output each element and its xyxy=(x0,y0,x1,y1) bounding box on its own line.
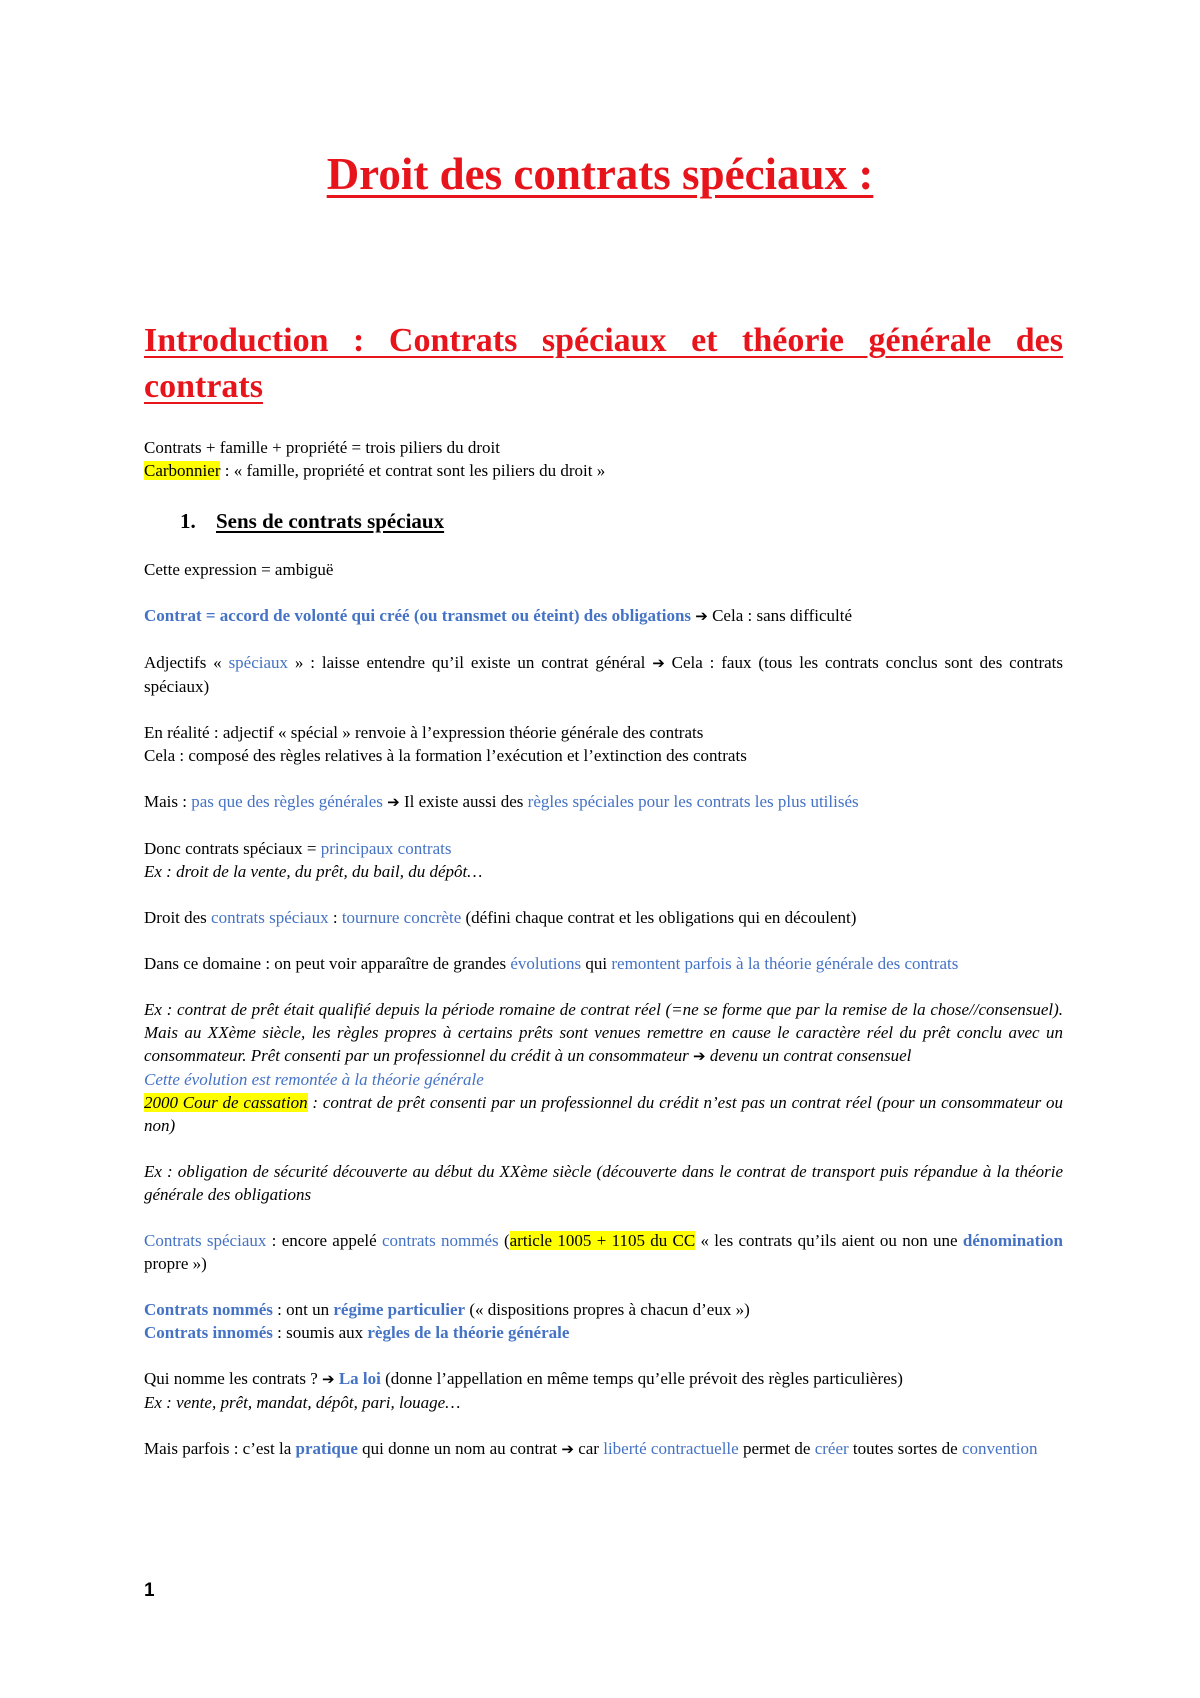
keyword: contrats spéciaux xyxy=(211,908,329,927)
keyword: évolutions xyxy=(510,954,582,973)
text: : contrat de prêt consenti par un professionnel du crédit n’est pas un contrat réel (pour un consommateur ou non) xyxy=(144,1093,1063,1135)
text: En réalité : adjectif « spécial » renvoie à l’expression théorie générale des contrats xyxy=(144,723,704,742)
paragraph xyxy=(144,651,1063,698)
document-title: Droit des contrats spéciaux : xyxy=(326,149,874,199)
text: Dans ce domaine : on peut voir apparaître de grandes xyxy=(144,954,511,973)
keyword: pas que des règles générales xyxy=(191,792,383,811)
text: toutes sortes de xyxy=(848,1439,962,1458)
keyword: règles spéciales pour les contrats les plus utilisés xyxy=(527,792,859,811)
paragraph: Cette expression = ambiguë xyxy=(144,560,334,579)
keyword: règles de la théorie générale xyxy=(367,1323,570,1342)
text: Droit des xyxy=(144,908,212,927)
keyword: pratique xyxy=(295,1439,358,1458)
definition: Contrat = accord de volonté qui créé (ou transmet ou éteint) des obligations xyxy=(144,606,692,625)
example: Ex : vente, prêt, mandat, dépôt, pari, louage… xyxy=(144,1393,461,1412)
paragraph-piliers xyxy=(144,436,1063,482)
text: : soumis aux xyxy=(272,1323,368,1342)
keyword: La loi xyxy=(338,1369,381,1388)
text: (donne l’appellation en même temps qu’elle prévoit des règles particulières) xyxy=(380,1369,903,1388)
paragraph xyxy=(144,1367,1063,1414)
keyword: Cette évolution est remontée à la théorie générale xyxy=(144,1070,484,1089)
keyword: Contrats spéciaux xyxy=(144,1231,267,1250)
paragraph xyxy=(144,790,1063,814)
keyword: créer xyxy=(814,1439,849,1458)
text: Cela : composé des règles relatives à la formation l’exécution et l’extinction des contrats xyxy=(144,746,747,765)
text: : xyxy=(328,908,342,927)
text: « les contrats qu’ils aient ou non une xyxy=(695,1231,963,1250)
paragraph xyxy=(144,721,1063,767)
keyword: Contrats nommés xyxy=(144,1300,273,1319)
text: Cela : faux (tous les contrats conclus sont des contrats spéciaux) xyxy=(144,653,1063,696)
text: : encore appelé xyxy=(266,1231,382,1250)
arrow-icon: ➔ xyxy=(692,1047,706,1065)
text: Adjectifs « xyxy=(144,653,229,672)
text: (défini chaque contrat et les obligations qui en découlent) xyxy=(461,908,857,927)
text: permet de xyxy=(738,1439,815,1458)
paragraph xyxy=(144,952,1063,975)
text: Mais : xyxy=(144,792,192,811)
text: devenu un contrat consensuel xyxy=(705,1046,912,1065)
highlight-cour-cassation: 2000 Cour de cassation xyxy=(144,1093,308,1112)
text: Mais parfois : c’est la xyxy=(144,1439,296,1458)
text: » : laisse entendre qu’il existe un contrat général xyxy=(288,653,653,672)
keyword: spéciaux xyxy=(228,653,289,672)
page-number: 1 xyxy=(144,1580,155,1601)
keyword: remontent parfois à la théorie générale des contrats xyxy=(611,954,959,973)
text: ( xyxy=(498,1231,510,1250)
paragraph xyxy=(144,1437,1063,1461)
paragraph xyxy=(144,604,1063,628)
intro-heading: Introduction : Contrats spéciaux et théorie générale des contrats xyxy=(144,322,1063,405)
keyword: contrats nommés xyxy=(381,1231,499,1250)
arrow-icon: ➔ xyxy=(387,793,400,811)
text: : ont un xyxy=(272,1300,334,1319)
keyword: tournure concrète xyxy=(341,908,462,927)
text: qui donne un nom au contrat xyxy=(357,1439,562,1458)
arrow-icon: ➔ xyxy=(561,1440,574,1458)
document-body xyxy=(144,318,1063,1484)
example: Ex : droit de la vente, du prêt, du bail, du dépôt… xyxy=(144,862,483,881)
keyword: convention xyxy=(961,1439,1038,1458)
section-heading xyxy=(180,508,1063,534)
keyword: dénomination xyxy=(962,1231,1064,1250)
text: car xyxy=(573,1439,604,1458)
section-title: Sens de contrats spéciaux xyxy=(216,509,445,533)
text: : « famille, propriété et contrat sont les piliers du droit » xyxy=(220,461,606,480)
text: (« dispositions propres à chacun d’eux ») xyxy=(465,1300,750,1319)
text: Qui nomme les contrats ? xyxy=(144,1369,322,1388)
keyword: liberté contractuelle xyxy=(603,1439,739,1458)
arrow-icon: ➔ xyxy=(652,654,665,672)
paragraph xyxy=(144,1229,1063,1275)
paragraph xyxy=(144,837,1063,883)
highlight-article: article 1005 + 1105 du CC xyxy=(509,1231,696,1250)
text: Il existe aussi des xyxy=(399,792,528,811)
text: Ex : contrat de prêt était qualifié depuis la période romaine de contrat réel (=ne se forme que par la remise de la chose//consensuel). Mais au XXème siècle, les règles propres à certains prêts sont venues remettre en cause le caractère réel du prêt conclu avec un consommateur. Prêt consenti par un professionnel du crédit à un consommateur xyxy=(144,1000,1063,1065)
keyword: régime particulier xyxy=(333,1300,466,1319)
highlight-carbonnier: Carbonnier xyxy=(144,461,221,480)
text: Donc contrats spéciaux = xyxy=(144,839,321,858)
text: propre ») xyxy=(144,1254,207,1273)
arrow-icon: ➔ xyxy=(322,1370,335,1388)
text: Cela : sans difficulté xyxy=(707,606,852,625)
text: Contrats + famille + propriété = trois piliers du droit xyxy=(144,438,500,457)
paragraph-example xyxy=(144,998,1063,1137)
arrow-icon: ➔ xyxy=(695,607,708,625)
keyword: principaux contrats xyxy=(320,839,452,858)
paragraph xyxy=(144,906,1063,929)
text: qui xyxy=(581,954,612,973)
paragraph-example: Ex : obligation de sécurité découverte au début du XXème siècle (découverte dans le contrat de transport puis répandue à la théorie générale des obligations xyxy=(144,1162,1063,1204)
section-number: 1. xyxy=(180,509,196,533)
keyword: Contrats innomés xyxy=(144,1323,273,1342)
paragraph xyxy=(144,1298,1063,1344)
